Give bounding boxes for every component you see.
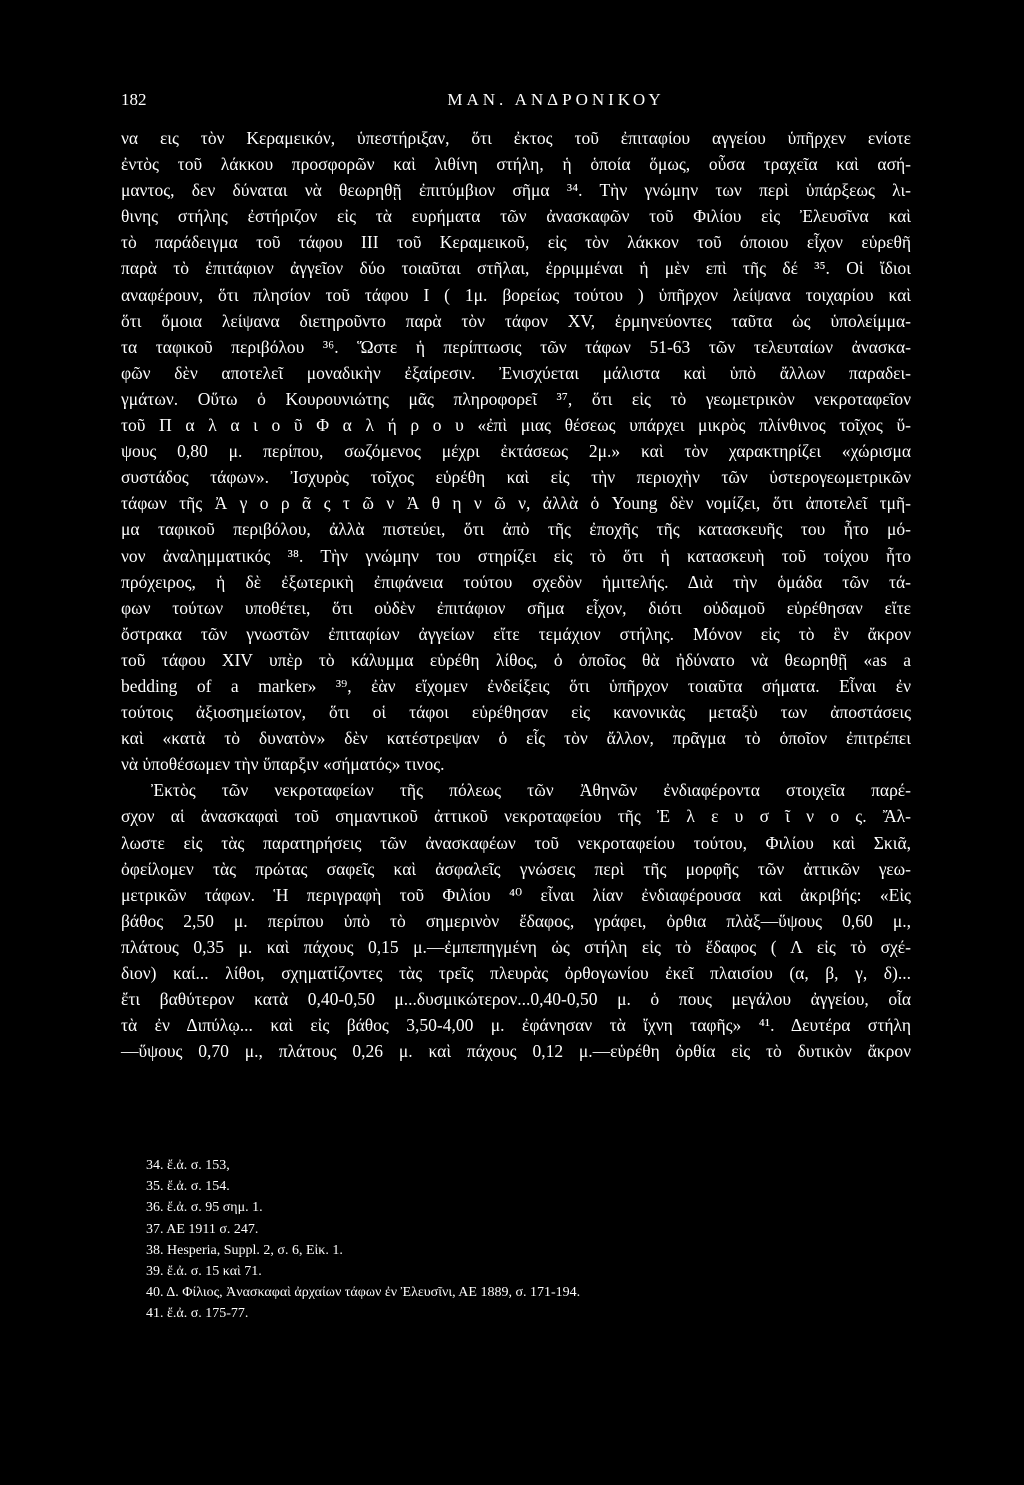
footnote: 35. ἔ.ἀ. σ. 154. bbox=[146, 1179, 230, 1195]
text-line: νὰ ὑποθέσωμεν τὴν ὕπαρξιν «σήματός» τινος. bbox=[121, 754, 445, 775]
running-head: ΜΑΝ. ΑΝΔΡΟΝΙΚΟΥ bbox=[447, 90, 665, 109]
text-line: τὸ παράδειγμα τοῦ τάφου III τοῦ Κεραμεικοῦ, εἰς τὸν λάκκον τοῦ όποιου εἶχον εὑρεθῆ bbox=[121, 232, 911, 253]
text-line: ὄστρακα τῶν γνωστῶν ἐπιταφίων ἀγγείων εἴτε τεμάχιον στήλης. Μόνον εἰς τὸ ἓν ἄκρον bbox=[121, 623, 911, 644]
text-line: ἐντὸς τοῦ λάκκου προσφορῶν καὶ λιθίνη στήλη, ἡ ὁποία ὅμως, οὖσα τραχεῖα καὶ ασή- bbox=[121, 154, 911, 175]
footnote: 36. ἔ.ἀ. σ. 95 σημ. 1. bbox=[146, 1200, 263, 1216]
text-line: ὀφείλομεν τὰς πρώτας σαφεῖς καὶ ἀσφαλεῖς γνώσεις περὶ τῆς μορφῆς τῶν ἀττικῶν γεω- bbox=[121, 858, 911, 879]
page-number: 182 bbox=[121, 90, 147, 109]
footnote: 40. Δ. Φίλιος, Ἀνασκαφαὶ ἀρχαίων τάφων ἐν Ἐλευσῖνι, ΑΕ 1889, σ. 171-194. bbox=[146, 1285, 581, 1301]
text-line: σχον αἱ ἀνασκαφαὶ τοῦ σημαντικοῦ ἀττικοῦ νεκροταφείου τῆς Ἐ λ ε υ σ ῖ ν ο ς. Ἄλ- bbox=[121, 806, 911, 827]
text-line: συστάδος τάφων». Ἰσχυρὸς τοῖχος εὑρέθη καὶ εἰς τὴν περιοχὴν τῶν ὑστερογεωμετρικῶν bbox=[121, 467, 911, 488]
text-line: Ἐκτὸς τῶν νεκροταφείων τῆς πόλεως τῶν Ἀθηνῶν ἐνδιαφέροντα στοιχεῖα παρέ- bbox=[151, 780, 911, 801]
text-line: θινης στήλης ἐστήριζον εἰς τὰ ευρήματα τῶν ἀνασκαφῶν τοῦ Φιλίου εἰς Ἐλευσῖνα καὶ bbox=[121, 206, 911, 227]
text-line: νον ἀναλημματικός ³⁸. Τὴν γνώμην του στηρίζει εἰς τὸ ὅτι ἡ κατασκευὴ τοῦ τοίχου ἦτο bbox=[121, 545, 911, 566]
footnote: 34. ἔ.ἀ. σ. 153, bbox=[146, 1158, 230, 1173]
text-line: μαντος, δεν δύναται νὰ θεωρηθῇ ἐπιτύμβιον σῆμα ³⁴. Τὴν γνώμην των περὶ ὑπάρξεως λι- bbox=[121, 180, 911, 201]
text-line: τοῦ Π α λ α ι ο ῦ Φ α λ ή ρ ο υ «ἐπὶ μιας θέσεως υπάρχει μικρὸς πλίνθινος τοῖχος ὕ- bbox=[121, 415, 911, 436]
text-line: παρὰ τὸ ἐπιτάφιον ἀγγεῖον δύο τοιαῦται στῆλαι, ἐρριμμέναι ἡ μὲν επὶ τῆς δέ ³⁵. Οἱ ἴδιοι bbox=[121, 258, 911, 279]
text-line: βάθος 2,50 μ. περίπου ὑπὸ τὸ σημερινὸν ἔδαφος, γράφει, ὀρθια πλὰξ—ὕψους 0,60 μ., bbox=[121, 910, 911, 931]
text-line: τοῦ τάφου XIV υπὲρ τὸ κάλυμμα εὑρέθη λίθος, ὁ ὁποῖος θὰ ἠδύνατο νὰ θεωρηθῇ «as a bbox=[121, 649, 911, 670]
footnote: 37. ΑΕ 1911 σ. 247. bbox=[146, 1221, 259, 1237]
text-line: ψους 0,80 μ. περίπου, σωζόμενος μέχρι ἐκτάσεως 2μ.» καὶ τὸν χαρακτηρίζει «χώρισμα bbox=[121, 441, 911, 462]
footnote: 41. ἔ.ἀ. σ. 175-77. bbox=[146, 1306, 249, 1322]
text-line: φῶν δὲν αποτελεῖ μοναδικὴν ἐξαίρεσιν. Ἐνισχύεται μάλιστα καὶ ὑπὸ ἄλλων παραδει- bbox=[121, 362, 911, 383]
text-line: καὶ «κατὰ τὸ δυνατὸν» δὲν κατέστρεψαν ὁ εἷς τὸν ἄλλον, πρᾶγμα τὸ ὁποῖον ἐπιτρέπει bbox=[121, 728, 911, 749]
footnote: 39. ἔ.ἀ. σ. 15 καὶ 71. bbox=[146, 1264, 262, 1280]
page-header bbox=[121, 90, 911, 114]
text-line: λωστε εἰς τὰς παρατηρήσεις τῶν ἀνασκαφέων τοῦ νεκροταφείου τούτου, Φιλίου καὶ Σκιᾶ, bbox=[121, 832, 911, 853]
text-line: μετρικῶν τάφων. Ἡ περιγραφὴ τοῦ Φιλίου ⁴⁰ εἶναι λίαν ἐνδιαφέρουσα καὶ ἀκριβής: «Εἰς bbox=[121, 884, 911, 905]
text-line: διον) καί... λίθοι, σχηματίζοντες τὰς τρεῖς πλευρὰς ὀρθογωνίου ἐκεῖ πλαισίου (α, β, γ, δ)... bbox=[121, 963, 911, 983]
text-line: τα ταφικοῦ περιβόλου ³⁶. Ὥστε ἡ περίπτωσις τῶν τάφων 51-63 τῶν τελευταίων ἀνασκα- bbox=[121, 336, 911, 357]
text-line: bedding of a marker» ³⁹, ἐὰν εἴχομεν ἐνδείξεις ὅτι ὑπῆρχον τοιαῦτα σήματα. Εἶναι ἐν bbox=[121, 675, 911, 696]
text-line: τὰ ἐν Διπύλῳ... καὶ εἰς βάθος 3,50-4,00 μ. ἐφάνησαν τὰ ἴχνη ταφῆς» ⁴¹. Δευτέρα στήλη bbox=[121, 1015, 911, 1036]
text-line: τούτοις ἀξιοσημείωτον, ὅτι οἱ τάφοι εὑρέθησαν εἰς κανονικὰς μεταξὺ των ἀποστάσεις bbox=[121, 702, 911, 723]
text-line: —ὕψους 0,70 μ., πλάτους 0,26 μ. καὶ πάχους 0,12 μ.—εὑρέθη ὀρθία εἰς τὸ δυτικὸν ἄκρον bbox=[121, 1041, 911, 1062]
body-text bbox=[121, 125, 911, 1064]
text-line: αναφέρουν, ὅτι πλησίον τοῦ τάφου I ( 1μ. βορείως τούτου ) ὑπῆρχον λείψανα τοιχαρίου καὶ bbox=[121, 284, 911, 305]
text-line: ὅτι ὅμοια λείψανα διετηροῦντο παρὰ τὸν τάφον XV, ἑρμηνεύοντες ταῦτα ὡς ὑπολείμμα- bbox=[121, 310, 911, 331]
text-line: πλάτους 0,35 μ. καὶ πάχους 0,15 μ.—ἐμπεπηγμένη ὡς στήλη εἰς τὸ ἔδαφος ( Λ εἰς τὸ σχέ- bbox=[121, 936, 911, 957]
text-line: να εις τὸν Κεραμεικόν, ὑπεστήριξαν, ὅτι ἐκτος τοῦ ἐπιταφίου αγγείου ὑπῆρχεν ενίοτε bbox=[121, 128, 911, 148]
text-line: ἔτι βαθύτερον κατὰ 0,40-0,50 μ...δυσμικώτερον...0,40-0,50 μ. ὁ πους μεγάλου ἀγγείου, οἷα bbox=[121, 989, 911, 1010]
text-line: φων τούτων υποθέτει, ὅτι οὐδὲν ἐπιτάφιον σῆμα εἶχον, διότι οὐδαμοῦ εὑρέθησαν εἴτε bbox=[121, 597, 911, 618]
footnotes bbox=[146, 1155, 846, 1325]
footnote: 38. Hesperia, Suppl. 2, σ. 6, Εἰκ. 1. bbox=[146, 1242, 343, 1258]
text-line: τάφων τῆς Ἀ γ ο ρ ᾶ ς τ ῶ ν Ἀ θ η ν ῶ ν, ἀλλὰ ὁ Young δὲν νομίζει, ὅτι ἀποτελεῖ τμῆ- bbox=[121, 493, 911, 514]
text-line: πρόχειρος, ἡ δὲ ἐξωτερικὴ ἐπιφάνεια τούτου σχεδὸν ἡμιτελής. Διὰ τὴν ὁμάδα τῶν τά- bbox=[121, 571, 911, 592]
text-line: μα ταφικοῦ περιβόλου, ἀλλὰ πιστεύει, ὅτι ἀπὸ τῆς ἐποχῆς τῆς κατασκευῆς του ἦτο μό- bbox=[121, 519, 911, 540]
text-line: γμάτων. Οὕτω ὁ Κουρουνιώτης μᾶς πληροφορεῖ ³⁷, ὅτι εἰς τὸ γεωμετρικὸν νεκροταφεῖον bbox=[121, 388, 911, 409]
